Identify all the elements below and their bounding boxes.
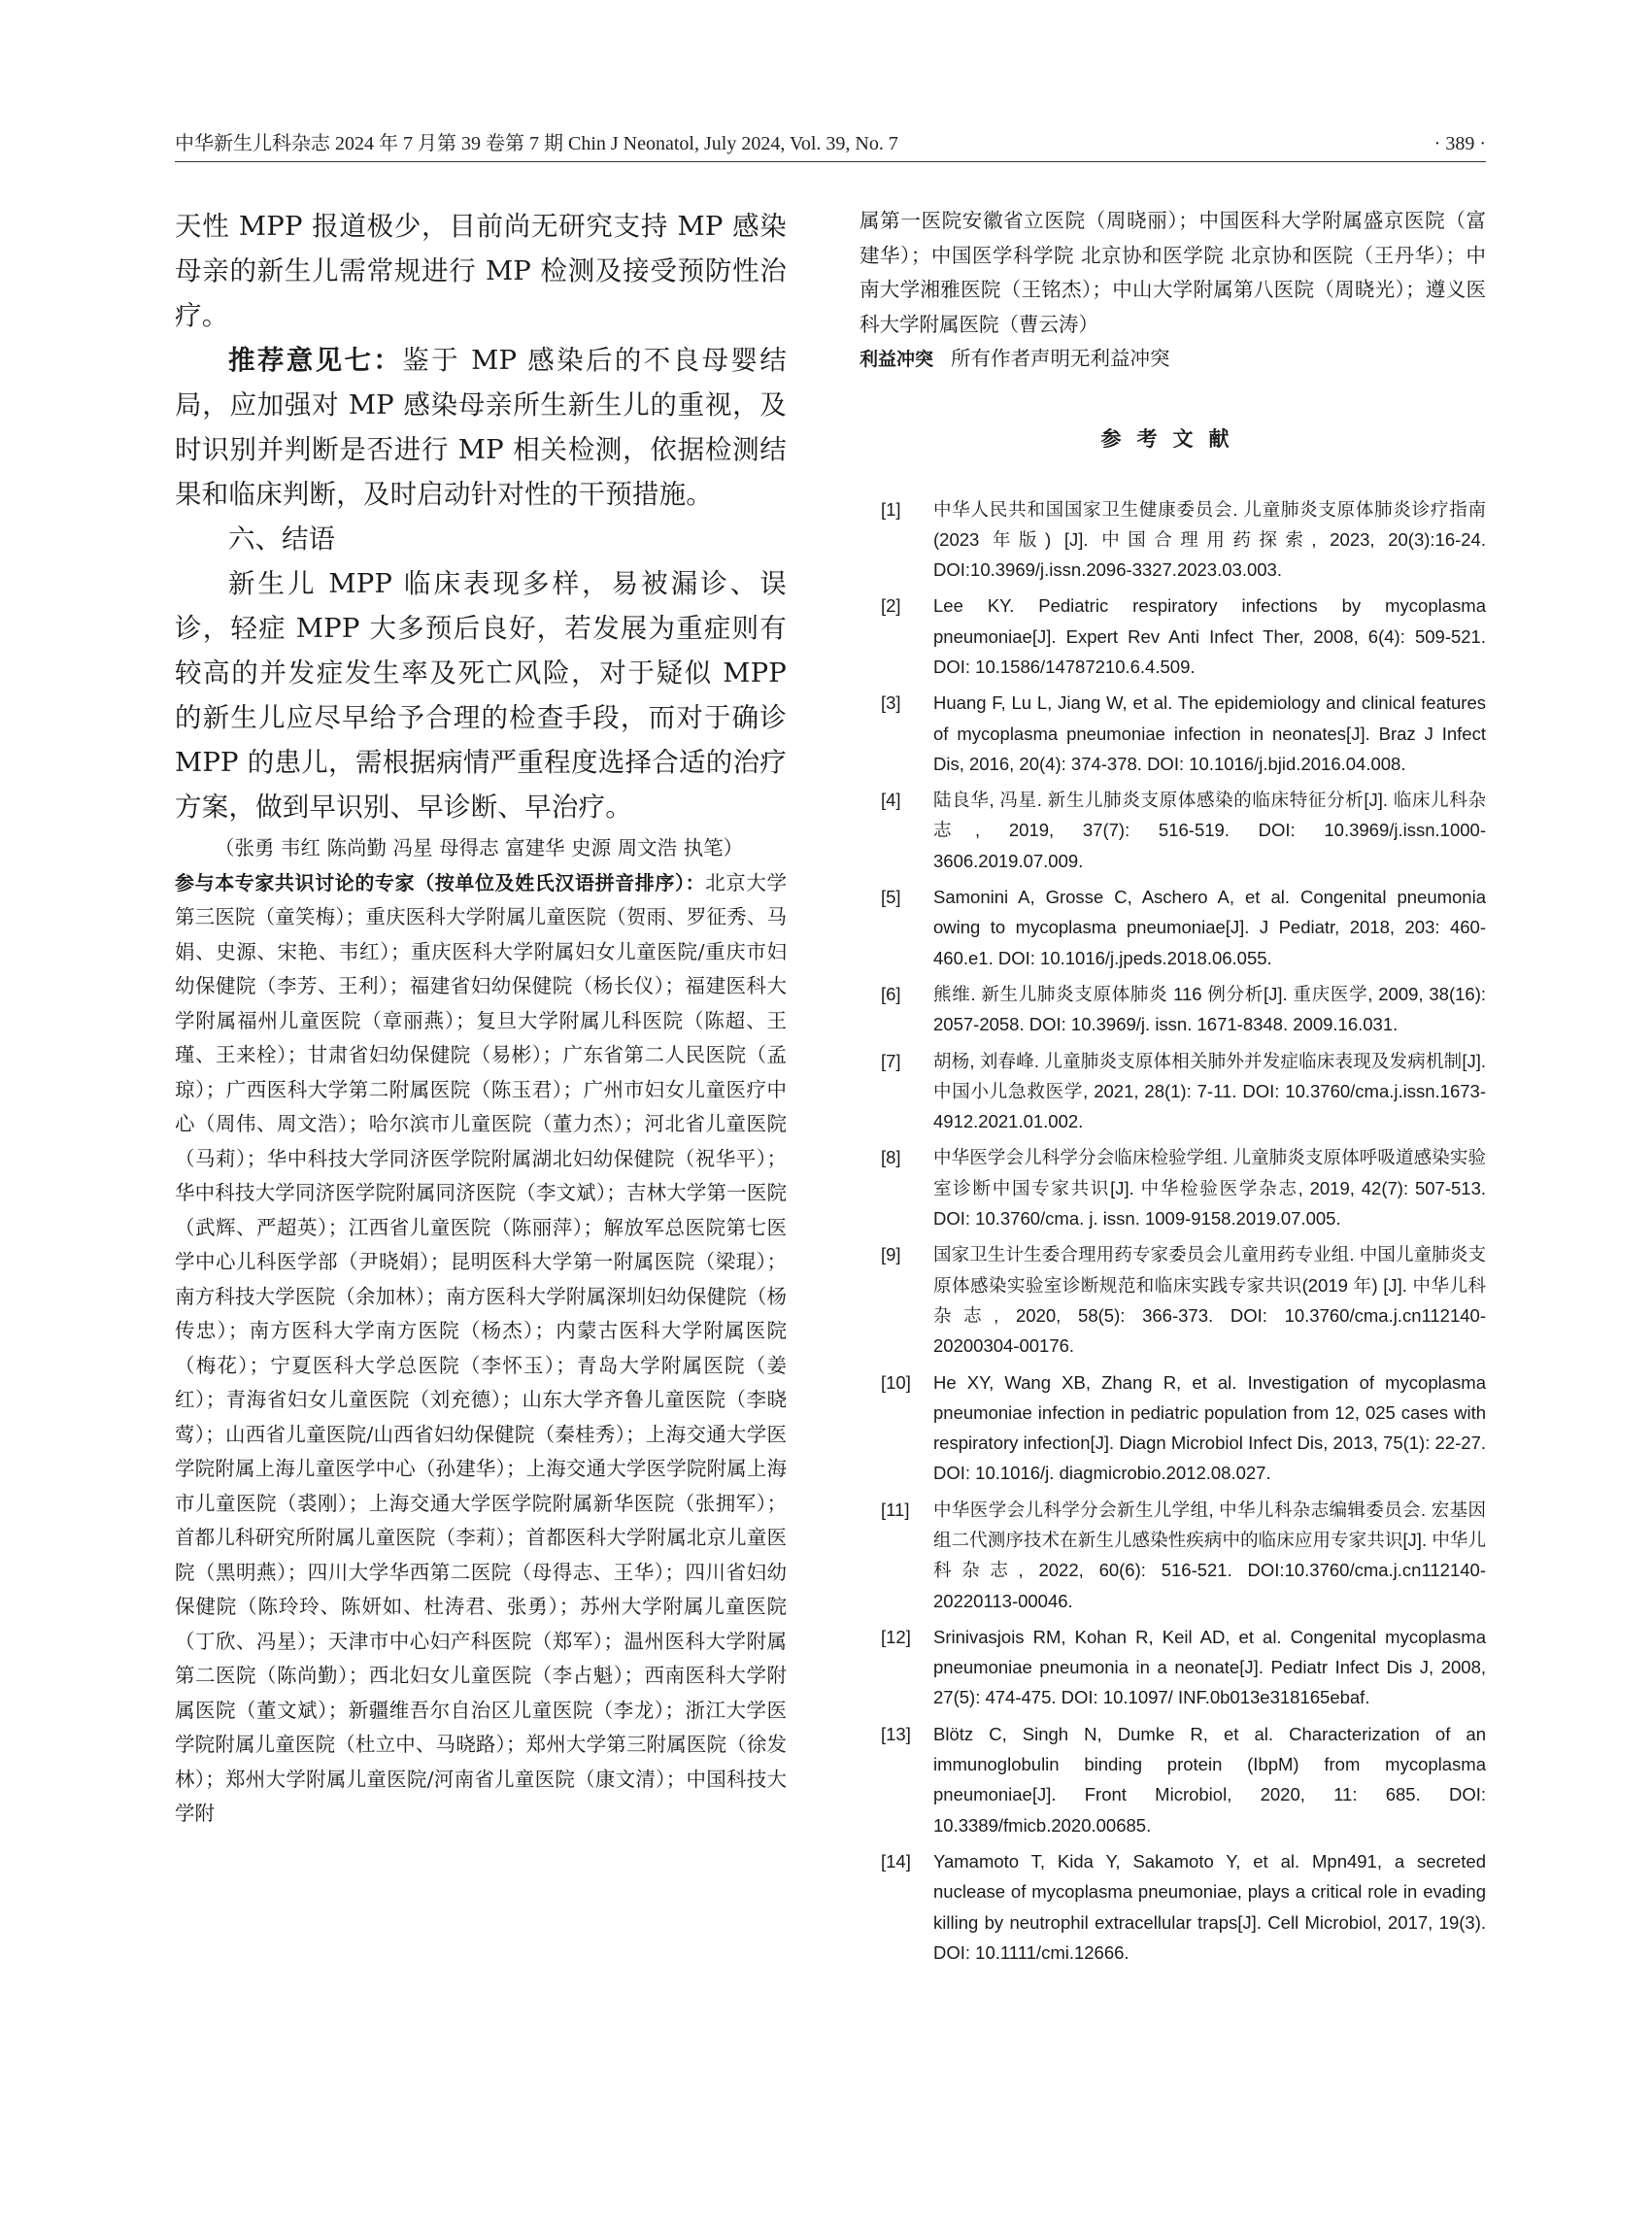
reference-item (860, 1046, 1486, 1137)
experts-text: 北京大学第三医院（童笑梅）；重庆医科大学附属儿童医院（贺雨、罗征秀、马娟、史源、宋艳、韦红）；重庆医科大学附属妇女儿童医院/重庆市妇幼保健院（李芳、王利）；福建省妇幼保健院（杨长仪）；福建医科大学附属福州儿童医院（章丽燕）；复旦大学附属儿科医院（陈超、王瑾、王来栓）；甘肃省妇幼保健院（易彬）；广东省第二人民医院（孟琼）；广西医科大学第二附属医院（陈玉君）；广州市妇女儿童医疗中心（周伟、周文浩）；哈尔滨市儿童医院（董力杰）；河北省儿童医院（马莉）；华中科技大学同济医学院附属湖北妇幼保健院（祝华平）；华中科技大学同济医学院附属同济医院（李文斌）；吉林大学第一医院（武辉、严超英）；江西省儿童医院（陈丽萍）；解放军总医院第七医学中心儿科医学部（尹晓娟）；昆明医科大学第一附属医院（梁琨）；南方科技大学医院（余加林）；南方医科大学附属深圳妇幼保健院（杨传忠）；南方医科大学南方医院（杨杰）；内蒙古医科大学附属医院（梅花）；宁夏医科大学总医院（李怀玉）；青岛大学附属医院（姜红）；青海省妇女儿童医院（刘充德）；山东大学齐鲁儿童医院（李晓莺）；山西省儿童医院/山西省妇幼保健院（秦桂秀）；上海交通大学医学院附属上海儿童医学中心（孙建华）；上海交通大学医学院附属上海市儿童医院（裘刚）；上海交通大学医学院附属新华医院（张拥军）；首都儿科研究所附属儿童医院（李莉）；首都医科大学附属北京儿童医院（黑明燕）；四川大学华西第二医院（母得志、王华）；四川省妇幼保健院（陈玲玲、陈妍如、杜涛君、张勇）；苏州大学附属儿童医院（丁欣、冯星）；天津市中心妇产科医院（郑军）；温州医科大学附属第二医院（陈尚勤）；西北妇女儿童医院（李占魁）；西南医科大学附属医院（董文斌）；新疆维吾尔自治区儿童医院（李龙）；浙江大学医学院附属儿童医院（杜立中、马晓路）；郑州大学第三附属医院（徐发林）；郑州大学附属儿童医院/河南省儿童医院（康文清）；中国科技大学附 (175, 870, 788, 1825)
reference-number: [13] (881, 1723, 911, 1744)
reference-item (860, 1622, 1486, 1713)
reference-item (860, 1142, 1486, 1233)
reference-text: Samonini A, Grosse C, Aschero A, et al. Congenital pneumonia owing to mycoplasma pneumoniae[J]. J Pediatr, 2018, 203: 460-460.e1. DOI: 10.1016/j.jpeds.2018.06.055. (933, 887, 1486, 968)
reference-number: [11] (881, 1499, 910, 1520)
conflict-of-interest (860, 342, 1486, 378)
reference-number: [9] (881, 1244, 901, 1265)
reference-item (860, 1719, 1486, 1840)
reference-item (860, 882, 1486, 973)
experts-label: 参与本专家共识讨论的专家（按单位及姓氏汉语拼音排序）： (175, 870, 706, 894)
reference-number: [2] (881, 595, 901, 617)
reference-number: [14] (881, 1850, 911, 1871)
section-heading-conclusion: 六、结语 (228, 523, 335, 555)
reference-text: Huang F, Lu L, Jiang W, et al. The epidemiology and clinical features of mycoplasma pneumoniae infection in neonates[J]. Braz J Infect Dis, 2016, 20(4): 374-378. DOI: 10.1016/j.bjid.2016.04.008. (933, 692, 1486, 774)
reference-text: He XY, Wang XB, Zhang R, et al. Investigation of mycoplasma pneumoniae infection in pediatric population from 12, 025 cases with respiratory infection[J]. Diagn Microbiol Infect Dis, 2013, 75(1): 22-27. DOI: 10.1016/j. diagmicrobio.2012.08.027. (933, 1371, 1486, 1484)
authors-note: （张勇 韦红 陈尚勤 冯星 母得志 富建华 史源 周文浩 执笔） (215, 836, 744, 860)
reference-text: 陆良华, 冯星. 新生儿肺炎支原体感染的临床特征分析[J]. 临床儿科杂志, 2019, 37(7): 516-519. DOI: 10.3969/j.issn.1000-3606.2019.07.009. (933, 790, 1486, 871)
reference-text: 熊维. 新生儿肺炎支原体肺炎 116 例分析[J]. 重庆医学, 2009, 38(16): 2057-2058. DOI: 10.3969/j. issn. 1671-8348. 2009.16.031. (933, 983, 1486, 1035)
reference-number: [10] (881, 1371, 911, 1393)
reference-item (860, 1495, 1486, 1616)
reference-text: Lee KY. Pediatric respiratory infections by mycoplasma pneumoniae[J]. Expert Rev Anti Infect Ther, 2008, 6(4): 509-521. DOI: 10.1586/14787210.6.4.509. (933, 595, 1486, 677)
coi-text: 所有作者声明无利益冲突 (951, 347, 1170, 370)
reference-item (860, 494, 1486, 586)
running-header (175, 126, 1486, 162)
reference-number: [3] (881, 692, 901, 714)
recommendation-7-label: 推荐意见七： (228, 345, 403, 376)
reference-item (860, 1239, 1486, 1361)
reference-item (860, 979, 1486, 1040)
reference-text: 国家卫生计生委合理用药专家委员会儿童用药专业组. 中国儿童肺炎支原体感染实验室诊断规范和临床实践专家共识(2019 年) [J]. 中华儿科杂志, 2020, 58(5): 366-373. DOI: 10.3760/cma.j.cn112140-20200304-00176. (933, 1244, 1486, 1357)
right-column (860, 204, 1486, 1973)
reference-number: [8] (881, 1147, 901, 1168)
reference-number: [1] (881, 498, 901, 520)
reference-text: 中华医学会儿科学分会新生儿学组, 中华儿科杂志编辑委员会. 宏基因组二代测序技术在新生儿感染性疾病中的临床应用专家共识[J]. 中华儿科杂志, 2022, 60(6): 516-521. DOI:10.3760/cma.j.cn112140-20220113-00046. (933, 1499, 1486, 1611)
reference-text: 中华人民共和国国家卫生健康委员会. 儿童肺炎支原体肺炎诊疗指南(2023 年版) [J]. 中国合理用药探索, 2023, 20(3):16-24. DOI:10.3969/j.issn.2096-3327.2023.03.003. (933, 498, 1486, 581)
reference-item (860, 590, 1486, 682)
left-column (175, 204, 787, 1832)
reference-text: 中华医学会儿科学分会临床检验学组. 儿童肺炎支原体呼吸道感染实验室诊断中国专家共识[J]. 中华检验医学杂志, 2019, 42(7): 507-513. DOI: 10.3760/cma. j. issn. 1009-9158.2019.07.005. (933, 1147, 1486, 1230)
recommendation-7-text: 鉴于 MP 感染后的不良母婴结局，应加强对 MP 感染母亲所生新生儿的重视，及时识别并判断是否进行 MP 相关检测，依据检测结果和临床判断，及时启动针对性的干预措施。 (175, 345, 787, 510)
conclusion-paragraph: 新生儿 MPP 临床表现多样，易被漏诊、误诊，轻症 MPP 大多预后良好，若发展为重症则有较高的并发症发生率及死亡风险，对于疑似 MPP 的新生儿应尽早给予合理的检查手段，而对于确诊 MPP 的患儿，需根据病情严重程度选择合适的治疗方案，做到早识别、早诊断、早治疗。 (175, 568, 787, 823)
reference-number: [7] (881, 1050, 901, 1071)
journal-citation: 中华新生儿科杂志 2024 年 7 月第 39 卷第 7 期 Chin J Neonatol, July 2024, Vol. 39, No. 7 (175, 133, 898, 154)
reference-item (860, 785, 1486, 876)
reference-text: 胡杨, 刘春峰. 儿童肺炎支原体相关肺外并发症临床表现及发病机制[J]. 中国小儿急救医学, 2021, 28(1): 7-11. DOI: 10.3760/cma.j.issn.1673-4912.2021.01.002. (933, 1050, 1486, 1132)
reference-number: [6] (881, 983, 901, 1004)
experts-list (175, 866, 787, 1832)
reference-list (860, 494, 1486, 1969)
reference-text: Srinivasjois RM, Kohan R, Keil AD, et al. Congenital mycoplasma pneumoniae pneumonia in a neonate[J]. Pediatr Infect Dis J, 2008, 27(5): 474-475. DOI: 10.1097/ INF.0b013e318165ebaf. (933, 1626, 1486, 1708)
reference-item (860, 1367, 1486, 1489)
references-title: 参考文献 (1100, 426, 1245, 451)
reference-number: [12] (881, 1626, 911, 1647)
reference-item (860, 688, 1486, 779)
recommendation-7 (175, 338, 787, 517)
reference-text: Blötz C, Singh N, Dumke R, et al. Characterization of an immunoglobulin binding protein (IbpM) from mycoplasma pneumoniae[J]. Front Microbiol, 2020, 11: 685. DOI: 10.3389/fmicb.2020.00685. (933, 1723, 1486, 1836)
reference-number: [5] (881, 887, 901, 908)
page-number: · 389 · (1433, 133, 1486, 154)
reference-number: [4] (881, 790, 901, 811)
reference-item (860, 1846, 1486, 1968)
experts-list-continued: 属第一医院安徽省立医院（周晓丽）；中国医科大学附属盛京医院（富建华）；中国医学科学院 北京协和医学院 北京协和医院（王丹华）；中南大学湘雅医院（王铭杰）；中山大学附属第八医院（周晓光）；遵义医科大学附属医院（曹云涛） (860, 209, 1486, 336)
reference-text: Yamamoto T, Kida Y, Sakamoto Y, et al. Mpn491, a secreted nuclease of mycoplasma pneumoniae, plays a critical role in evading killing by neutrophil extracellular traps[J]. Cell Microbiol, 2017, 19(3). DOI: 10.1111/cmi.12666. (933, 1850, 1486, 1963)
paragraph-continued: 天性 MPP 报道极少，目前尚无研究支持 MP 感染母亲的新生儿需常规进行 MP 检测及接受预防性治疗。 (175, 211, 787, 331)
coi-label: 利益冲突 (860, 349, 934, 370)
